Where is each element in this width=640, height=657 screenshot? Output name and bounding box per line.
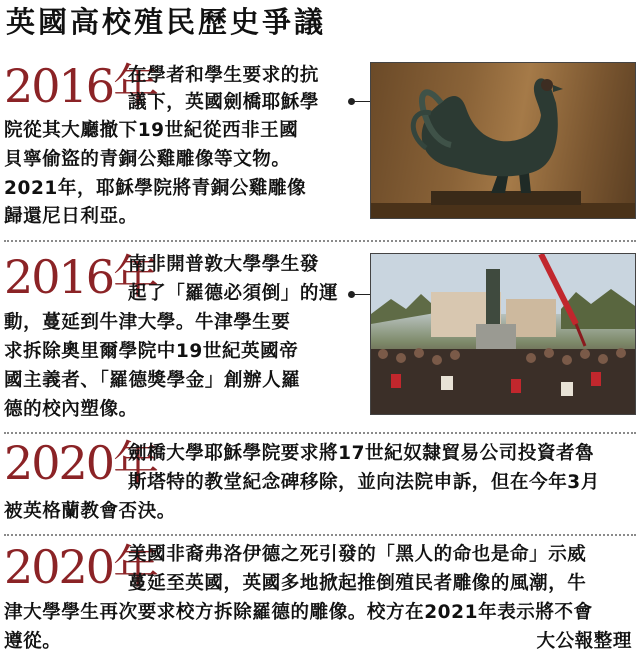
page-title: 英國高校殖民歷史爭議 [6,5,327,39]
entry-text-line: 議下，英國劍橋耶穌學 [128,92,320,113]
source-credit: 大公報整理 [536,631,632,652]
entry-text-line: 南非開普敦大學學生發 [128,254,320,275]
entry-text-line: 德的校內塑像。 [4,399,138,420]
connector-dot-line [352,294,370,295]
entry-text-line: 蔓延至英國，英國多地掀起推倒殖民者雕像的風潮，牛 [128,573,587,594]
entry-text-line: 斯塔特的教堂紀念碑移除，並向法院申訴，但在今年3月 [128,472,600,493]
separator [4,534,636,536]
entry-text-line: 劍橋大學耶穌學院要求將17世紀奴隸貿易公司投資者魯 [128,443,595,464]
entry-year: 2020年 [4,436,158,490]
entry-text-line: 美國非裔弗洛伊德之死引發的「黑人的命也是命」示威 [128,544,587,565]
entry-text-line: 2021年，耶穌學院將青銅公雞雕像 [4,178,307,199]
entry-text-line: 院從其大廳撤下19世紀從西非王國 [4,120,299,141]
bronze-rooster-icon [371,63,635,218]
entry-text-line: 起了「羅德必須倒」的運 [128,283,339,304]
entry-year: 2016年 [4,59,158,113]
entry-text-line: 遵從。 [4,631,62,652]
statue-removal-protest-photo [370,253,636,415]
connector-dot-line [352,101,370,102]
entry-year: 2020年 [4,540,158,594]
entry-text-line: 津大學學生再次要求校方拆除羅德的雕像。校方在2021年表示將不會 [4,602,593,623]
entry-text-line: 國主義者、「羅德獎學金」創辦人羅 [4,370,301,391]
entry-text-line: 被英格蘭教會否決。 [4,501,176,522]
bronze-rooster-photo [370,62,636,219]
entry-year: 2016年 [4,250,158,304]
entry-text-line: 貝寧偷盜的青銅公雞雕像等文物。 [4,149,291,170]
entry-text-line: 動，蔓延到牛津大學。牛津學生要 [4,312,291,333]
entry-text-line: 歸還尼日利亞。 [4,206,138,227]
separator [4,432,636,434]
entry-text-line: 在學者和學生要求的抗 [128,65,320,86]
entry-text-line: 求拆除奧里爾學院中19世紀英國帝 [4,341,299,362]
protest-crowd-icon [371,254,635,414]
separator [4,240,636,242]
